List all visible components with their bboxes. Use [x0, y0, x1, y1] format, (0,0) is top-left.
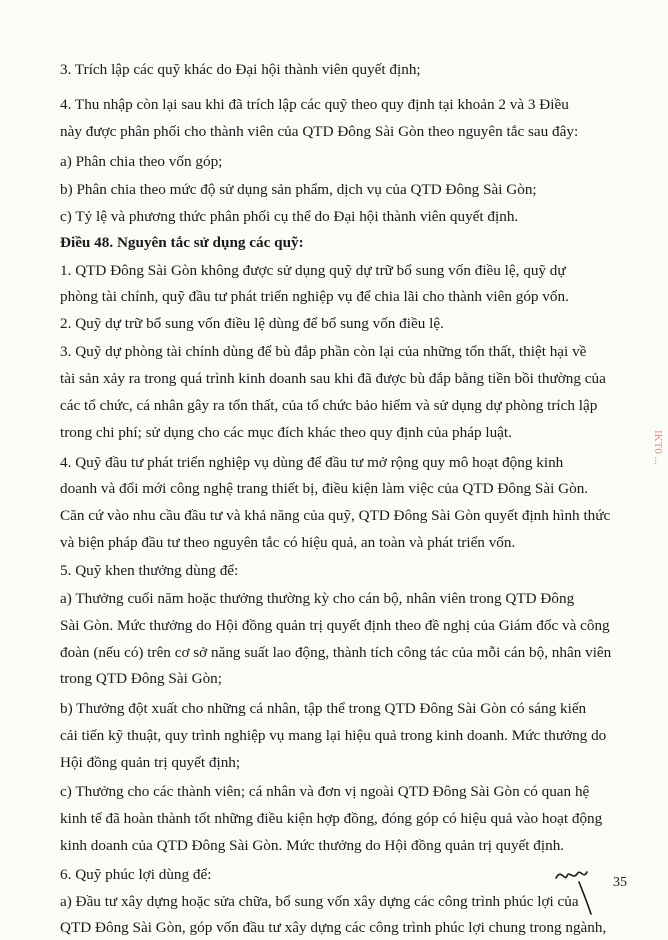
text-line: này được phân phối cho thành viên của QTD Đông Sài Gòn theo nguyên tắc sau đây:	[60, 123, 579, 140]
text-line: 2. Quỹ dự trữ bổ sung vốn điều lệ dùng để bổ sung vốn điều lệ.	[60, 315, 444, 332]
text-line: và biện pháp đầu tư theo nguyên tắc có hiệu quả, an toàn và phát triển vốn.	[60, 534, 516, 551]
text-line: Sài Gòn. Mức thưởng do Hội đồng quản trị quyết định theo đề nghị của Giám đốc và công	[60, 617, 610, 634]
text-line: a) Thưởng cuối năm hoặc thưởng thường kỳ cho cán bộ, nhân viên trong QTD Đông	[60, 590, 575, 607]
text-line: QTD Đông Sài Gòn, góp vốn đầu tư xây dựng các công trình phúc lợi chung trong ngành,	[60, 919, 607, 936]
article-heading: Điều 48. Nguyên tắc sử dụng các quỹ:	[60, 234, 304, 251]
page-number: 35	[613, 875, 627, 890]
text-line: 6. Quỹ phúc lợi dùng để:	[60, 866, 212, 883]
text-line: đoàn (nếu có) trên cơ sở năng suất lao động, thành tích công tác của mỗi cán bộ, nhân viên	[60, 644, 612, 661]
text-line: kinh tế đã hoàn thành tốt những điều kiện hợp đồng, đóng góp có hiệu quả vào hoạt động	[60, 810, 603, 827]
initials-signature	[553, 858, 603, 916]
text-line: 1. QTD Đông Sài Gòn không được sử dụng quỹ dự trữ bổ sung vốn điều lệ, quỹ dự	[60, 262, 566, 279]
text-line: tài sản xảy ra trong quá trình kinh doanh sau khi đã được bù đắp bằng tiền bồi thường của	[60, 370, 606, 387]
text-line: b) Phân chia theo mức độ sử dụng sản phẩm, dịch vụ của QTD Đông Sài Gòn;	[60, 181, 537, 198]
text-line: doanh và đổi mới công nghệ trang thiết bị, điều kiện làm việc của QTD Đông Sài Gòn.	[60, 480, 589, 497]
text-line: phòng tài chính, quỹ đầu tư phát triển nghiệp vụ để chia lãi cho thành viên góp vốn.	[60, 288, 569, 305]
margin-mark: IKT0 ...	[652, 430, 664, 465]
text-line: c) Tỷ lệ và phương thức phân phối cụ thể do Đại hội thành viên quyết định.	[60, 208, 519, 225]
text-line: 3. Trích lập các quỹ khác do Đại hội thành viên quyết định;	[60, 61, 421, 78]
text-line: 4. Thu nhập còn lại sau khi đã trích lập các quỹ theo quy định tại khoản 2 và 3 Điều	[60, 96, 569, 113]
text-line: a) Đầu tư xây dựng hoặc sửa chữa, bổ sung vốn xây dựng các công trình phúc lợi của	[60, 893, 579, 910]
text-line: Căn cứ vào nhu cầu đầu tư và khả năng của quỹ, QTD Đông Sài Gòn quyết định hình thức	[60, 507, 611, 524]
text-line: b) Thưởng đột xuất cho những cá nhân, tập thể trong QTD Đông Sài Gòn có sáng kiến	[60, 700, 587, 717]
text-line: kinh doanh của QTD Đông Sài Gòn. Mức thưởng do Hội đồng quản trị quyết định.	[60, 837, 565, 854]
text-line: cải tiến kỹ thuật, quy trình nghiệp vụ mang lại hiệu quả trong kinh doanh. Mức thưởng do	[60, 727, 607, 744]
text-line: 5. Quỹ khen thưởng dùng để:	[60, 562, 239, 579]
text-line: các tổ chức, cá nhân gây ra tổn thất, của tổ chức bảo hiểm và sử dụng dự phòng trích lập	[60, 397, 598, 414]
text-line: trong QTD Đông Sài Gòn;	[60, 670, 222, 687]
text-line: c) Thưởng cho các thành viên; cá nhân và đơn vị ngoài QTD Đông Sài Gòn có quan hệ	[60, 783, 590, 800]
text-line: 3. Quỹ dự phòng tài chính dùng để bù đắp phần còn lại của những tổn thất, thiệt hại về	[60, 343, 587, 360]
text-line: trong chi phí; sử dụng cho các mục đích khác theo quy định của pháp luật.	[60, 424, 512, 441]
text-line: Hội đồng quản trị quyết định;	[60, 754, 241, 771]
text-line: a) Phân chia theo vốn góp;	[60, 153, 223, 170]
text-line: 4. Quỹ đầu tư phát triển nghiệp vụ dùng để đầu tư mở rộng quy mô hoạt động kinh	[60, 454, 564, 471]
